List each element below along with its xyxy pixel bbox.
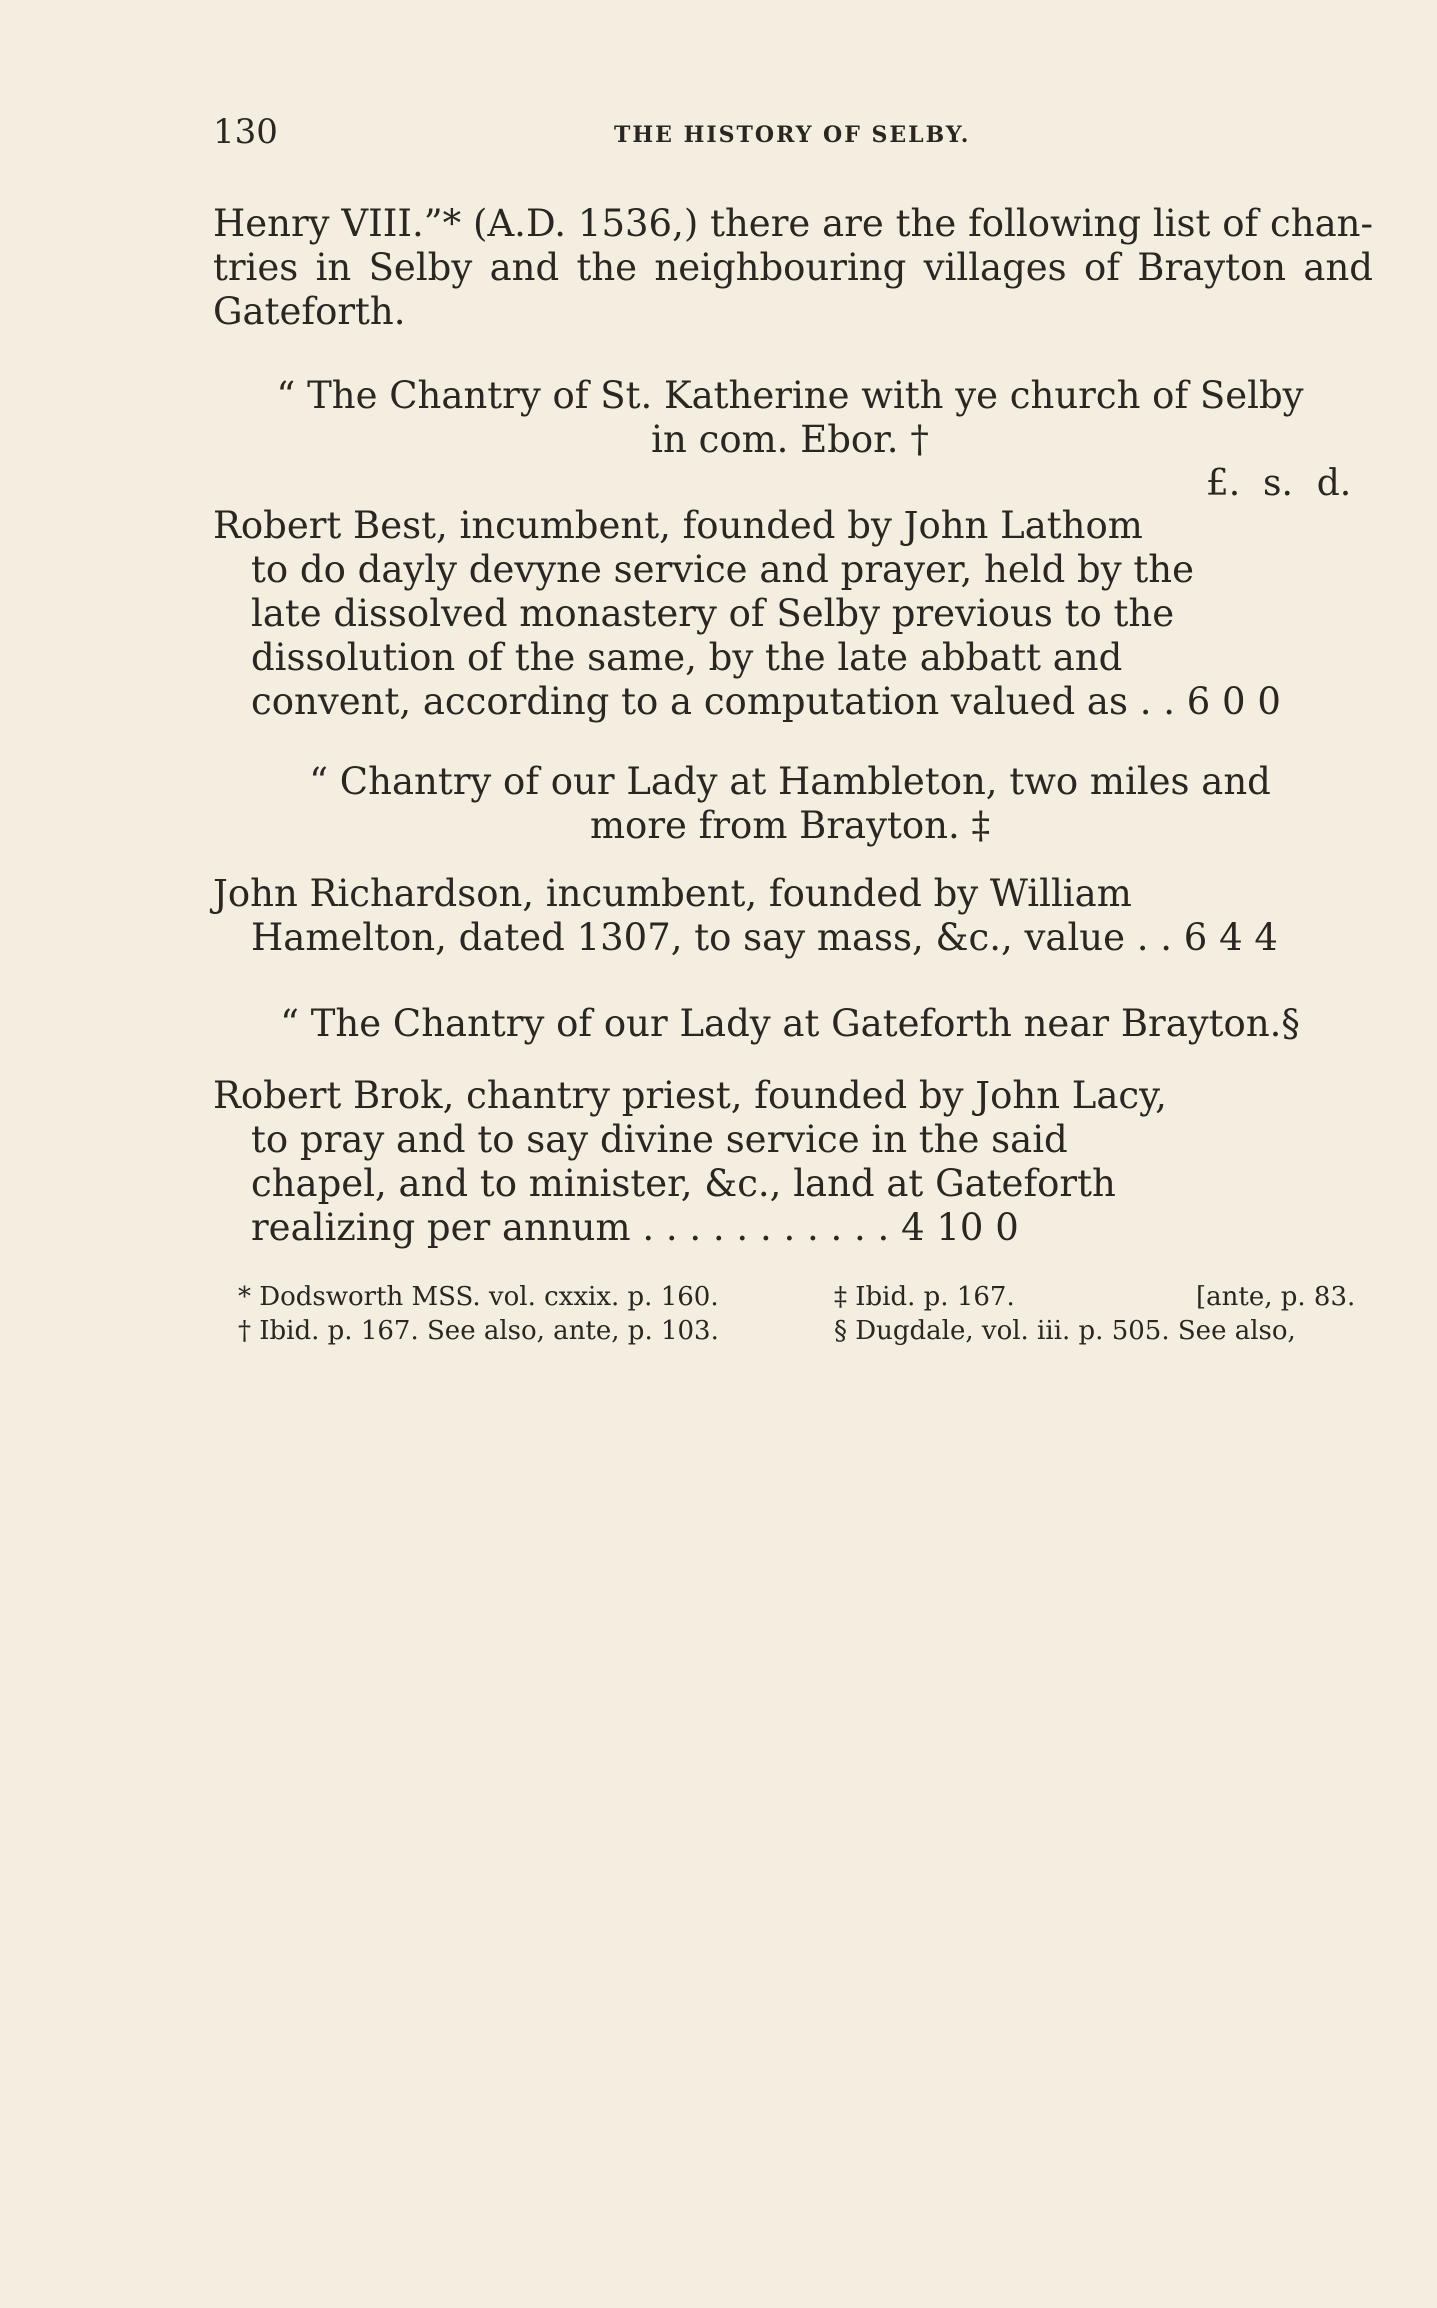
intro-paragraph [213,202,1373,334]
chantry2-entry [213,872,1278,960]
chantry3-heading [260,1002,1320,1046]
entry-line: dissolution of the same, by the late abbatt and [251,636,1123,679]
footnote-4: § Dugdale, vol. iii. p. 505. See also, [834,1316,1296,1346]
entry-line: late dissolved monastery of Selby previous to the [251,592,1175,635]
entry-line: Robert Brok, chantry priest, founded by John Lacy, [213,1074,1167,1117]
chantry3-entry [213,1074,1173,1250]
entry-line: Hamelton, dated 1307, to say mass, &c., value . . 6 4 4 [251,916,1278,959]
entry-line: to pray and to say divine service in the said [251,1118,1068,1161]
chantry1-entry [213,504,1281,724]
chantry3-heading-line: “ The Chantry of our Lady at Gateforth near Brayton.§ [280,1002,1300,1045]
entry-line: convent, according to a computation valued as . . 6 0 0 [251,680,1281,723]
footnote-2: † Ibid. p. 167. See also, ante, p. 103. [238,1316,719,1346]
footnote-1: * Dodsworth MSS. vol. cxxix. p. 160. [238,1282,719,1312]
entry-line: to do dayly devyne service and prayer, held by the [251,548,1194,591]
lsd-column-headers [1196,462,1362,506]
intro-line: tries in Selby and the neighbouring villages of Brayton and [213,246,1373,289]
page-number: 130 [213,112,278,152]
intro-line: Henry VIII.”* (A.D. 1536,) there are the following list of chan- [213,202,1373,245]
chantry1-heading-line: in com. Ebor. † [651,418,929,461]
footnote-3: ‡ Ibid. p. 167. [834,1282,1015,1312]
chantry2-heading-line: “ Chantry of our Lady at Hambleton, two miles and [309,760,1271,803]
pence-header: d. [1316,463,1352,504]
entry-line: chapel, and to minister, &c., land at Gateforth [251,1162,1116,1205]
chantry1-heading [260,374,1320,462]
chantry2-heading [260,760,1320,848]
intro-line: Gateforth. [213,290,406,333]
entry-line: realizing per annum . . . . . . . . . . . 4 10 0 [251,1206,1019,1249]
pounds-header: £. [1205,463,1241,504]
chantry2-heading-line: more from Brayton. ‡ [589,804,991,847]
entry-line: John Richardson, incumbent, founded by William [213,872,1132,915]
running-title: THE HISTORY OF SELBY. [614,122,971,148]
footnote-3-ref: [ante, p. 83. [1196,1282,1356,1312]
shillings-header: s. [1263,463,1293,504]
chantry1-heading-line: “ The Chantry of St. Katherine with ye church of Selby [276,374,1304,417]
entry-line: Robert Best, incumbent, founded by John Lathom [213,504,1143,547]
